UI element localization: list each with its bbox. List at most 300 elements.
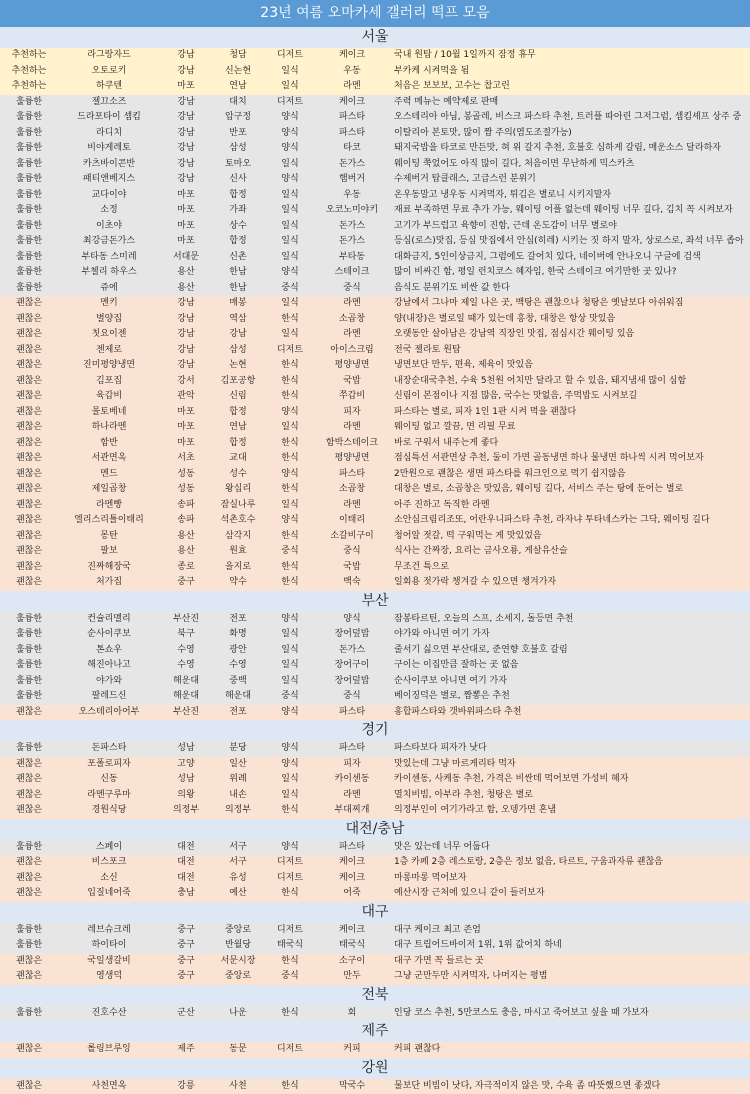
- table-row: [0, 172, 750, 188]
- table-row: [0, 498, 750, 514]
- rating-cell: 훌륭한: [0, 157, 58, 173]
- city-cell: 마포: [160, 219, 212, 235]
- rating-cell: 훌륭한: [0, 172, 58, 188]
- district-cell: 원효: [212, 544, 264, 560]
- note-cell: 웨이팅 쭉었어도 아직 많이 길다, 처음이면 무난하게 믹스카츠: [388, 157, 750, 173]
- menu-cell: 이태리: [316, 513, 388, 529]
- city-cell: 마포: [160, 203, 212, 219]
- note-cell: 점심특선 서관면상 추천, 둘이 가면 골동냉면 하나 물냉면 하나씩 시켜 먹어보자: [388, 451, 750, 467]
- rating-cell: 괜찮은: [0, 389, 58, 405]
- rating-cell: 괜찮은: [0, 1042, 58, 1058]
- category-cell: 한식: [264, 482, 316, 498]
- menu-cell: 평양냉면: [316, 451, 388, 467]
- table-row: [0, 141, 750, 157]
- note-cell: 강남에서 그나마 제일 나은 곳, 백탕은 괜찮으나 청탕은 옛날보다 아쉬워짐: [388, 296, 750, 312]
- city-cell: 강남: [160, 110, 212, 126]
- note-cell: 파스타는 별로, 피자 1인 1판 시켜 먹을 괜찮다: [388, 405, 750, 421]
- note-cell: 재료 부족하면 무료 추가 가능, 웨이팅 어플 없는데 웨이팅 너무 길다, 김치 꼭 시켜보자: [388, 203, 750, 219]
- table-row: [0, 327, 750, 343]
- table-row: [0, 405, 750, 421]
- table-row: [0, 772, 750, 788]
- note-cell: 카이센동, 사케동 추천, 가격은 비싼데 먹어보면 가성비 혜자: [388, 772, 750, 788]
- page-title: 23년 여름 오마카세 갤러리 떡프 모음: [0, 0, 750, 27]
- district-cell: 한남: [212, 281, 264, 297]
- city-cell: 종로: [160, 560, 212, 576]
- name-cell: 이초야: [58, 219, 160, 235]
- note-cell: 야가와 아니면 여기 가자: [388, 627, 750, 643]
- menu-cell: 파스타: [316, 467, 388, 483]
- district-cell: 합정: [212, 436, 264, 452]
- note-cell: 의정부인이 여기가라고 함, 오뎅가면 혼냄: [388, 803, 750, 819]
- name-cell: 몽탄: [58, 529, 160, 545]
- name-cell: 패티앤베지스: [58, 172, 160, 188]
- rating-cell: 괜찮은: [0, 327, 58, 343]
- table-row: [0, 482, 750, 498]
- table-row: [0, 436, 750, 452]
- rating-cell: 괜찮은: [0, 358, 58, 374]
- note-cell: 내장순대국추천, 수육 5천원 어치만 달라고 할 수 있음, 돼지냄새 많이 심함: [388, 374, 750, 390]
- rating-cell: 훌륭한: [0, 203, 58, 219]
- name-cell: 드라포타이 셈킴: [58, 110, 160, 126]
- rating-cell: 괜찮은: [0, 954, 58, 970]
- name-cell: 몰토베네: [58, 405, 160, 421]
- table-row: [0, 803, 750, 819]
- rating-cell: 괜찮은: [0, 1079, 58, 1094]
- rating-cell: 훌륭한: [0, 741, 58, 757]
- district-cell: 을지로: [212, 560, 264, 576]
- note-cell: 구이는 이집만큼 잘하는 곳 없음: [388, 658, 750, 674]
- city-cell: 군산: [160, 1006, 212, 1022]
- district-cell: 역삼: [212, 312, 264, 328]
- name-cell: 야가와: [58, 674, 160, 690]
- rating-cell: 괜찮은: [0, 498, 58, 514]
- note-cell: 소안심크림리조또, 어란우니파스타 추천, 라자냐 투타네스카는 그닥, 웨이팅 길다: [388, 513, 750, 529]
- menu-cell: 케이크: [316, 48, 388, 64]
- table-row: [0, 374, 750, 390]
- district-cell: 연남: [212, 79, 264, 95]
- table-row: [0, 312, 750, 328]
- name-cell: 오토로키: [58, 64, 160, 80]
- name-cell: 진미평양냉면: [58, 358, 160, 374]
- district-cell: 신림: [212, 389, 264, 405]
- table-row: [0, 265, 750, 281]
- table-row: [0, 529, 750, 545]
- name-cell: 소정: [58, 203, 160, 219]
- city-cell: 고양: [160, 757, 212, 773]
- note-cell: 베이징덕은 별로, 짬뽕은 추천: [388, 689, 750, 705]
- city-cell: 용산: [160, 544, 212, 560]
- category-cell: 양식: [264, 110, 316, 126]
- category-cell: 일식: [264, 234, 316, 250]
- district-cell: 예산: [212, 886, 264, 902]
- table-row: [0, 544, 750, 560]
- menu-cell: 라멘: [316, 327, 388, 343]
- district-cell: 중앙로: [212, 969, 264, 985]
- category-cell: 일식: [264, 658, 316, 674]
- name-cell: 부첼리 하우스: [58, 265, 160, 281]
- menu-cell: 파스타: [316, 126, 388, 142]
- name-cell: 함반: [58, 436, 160, 452]
- note-cell: 식사는 간짜장, 요리는 금사오룡, 게살유산슬: [388, 544, 750, 560]
- menu-cell: 파스타: [316, 110, 388, 126]
- city-cell: 용산: [160, 529, 212, 545]
- menu-cell: 케이크: [316, 855, 388, 871]
- name-cell: 팔보: [58, 544, 160, 560]
- name-cell: 육갑비: [58, 389, 160, 405]
- name-cell: 비스포크: [58, 855, 160, 871]
- city-cell: 성남: [160, 772, 212, 788]
- rating-cell: 추천하는: [0, 48, 58, 64]
- menu-cell: 쭈갑비: [316, 389, 388, 405]
- category-cell: 태국식: [264, 938, 316, 954]
- menu-cell: 라멘: [316, 498, 388, 514]
- menu-cell: 카이센동: [316, 772, 388, 788]
- table-row: [0, 219, 750, 235]
- city-cell: 해운대: [160, 689, 212, 705]
- category-cell: 한식: [264, 803, 316, 819]
- city-cell: 용산: [160, 265, 212, 281]
- note-cell: 1층 카페 2층 레스토랑, 2층은 정보 없음, 타르트, 구움과자류 괜찮음: [388, 855, 750, 871]
- table-row: [0, 64, 750, 80]
- rating-cell: 훌륭한: [0, 219, 58, 235]
- note-cell: 양(내장)은 별로일 때가 있는데 흥창, 대창은 항상 맛있음: [388, 312, 750, 328]
- name-cell: 하나라멘: [58, 420, 160, 436]
- category-cell: 일식: [264, 188, 316, 204]
- city-cell: 강남: [160, 296, 212, 312]
- city-cell: 강남: [160, 141, 212, 157]
- name-cell: 순사이쿠보: [58, 627, 160, 643]
- category-cell: 디저트: [264, 855, 316, 871]
- menu-cell: 양식: [316, 612, 388, 628]
- district-cell: 삼각지: [212, 529, 264, 545]
- district-cell: 약수: [212, 575, 264, 591]
- menu-cell: 소곱창: [316, 482, 388, 498]
- menu-cell: 돈가스: [316, 157, 388, 173]
- table-row: [0, 741, 750, 757]
- city-cell: 성남: [160, 741, 212, 757]
- district-cell: 삼성: [212, 343, 264, 359]
- note-cell: 일회용 젓가락 챙겨갈 수 있으면 챙겨가자: [388, 575, 750, 591]
- table-row: [0, 954, 750, 970]
- name-cell: 입질네어죽: [58, 886, 160, 902]
- menu-cell: 케이크: [316, 871, 388, 887]
- table-row: [0, 451, 750, 467]
- menu-cell: 소구이: [316, 954, 388, 970]
- category-cell: 일식: [264, 643, 316, 659]
- table-row: [0, 188, 750, 204]
- note-cell: 많이 비싸긴 함, 평일 런치코스 혜자임, 한국 스테이크 여기만한 곳 있나?: [388, 265, 750, 281]
- menu-cell: 커피: [316, 1042, 388, 1058]
- category-cell: 일식: [264, 772, 316, 788]
- name-cell: 서관면옥: [58, 451, 160, 467]
- note-cell: 줄서기 싫으면 부산대로, 준연향 호불호 갈림: [388, 643, 750, 659]
- rating-cell: 괜찮은: [0, 871, 58, 887]
- table-row: [0, 705, 750, 721]
- category-cell: 양식: [264, 741, 316, 757]
- district-cell: 삼성: [212, 141, 264, 157]
- rating-cell: 훌륭한: [0, 141, 58, 157]
- menu-cell: 함박스테이크: [316, 436, 388, 452]
- table-row: [0, 79, 750, 95]
- district-cell: 중앙로: [212, 923, 264, 939]
- name-cell: 멘키: [58, 296, 160, 312]
- district-cell: 동문: [212, 1042, 264, 1058]
- section-header: 부산: [0, 591, 750, 612]
- rating-cell: 괜찮은: [0, 482, 58, 498]
- city-cell: 강남: [160, 48, 212, 64]
- table-row: [0, 627, 750, 643]
- sections-container: [0, 27, 750, 1094]
- name-cell: 젤끄소즈: [58, 95, 160, 111]
- district-cell: 석촌호수: [212, 513, 264, 529]
- rating-cell: 괜찮은: [0, 451, 58, 467]
- menu-cell: 피자: [316, 405, 388, 421]
- table-row: [0, 855, 750, 871]
- menu-cell: 태국식: [316, 938, 388, 954]
- category-cell: 일식: [264, 327, 316, 343]
- category-cell: 한식: [264, 575, 316, 591]
- section-header: 경기: [0, 720, 750, 741]
- district-cell: 상수: [212, 219, 264, 235]
- district-cell: 합정: [212, 405, 264, 421]
- name-cell: 진호수산: [58, 1006, 160, 1022]
- rating-cell: 훌륭한: [0, 938, 58, 954]
- name-cell: 교다이야: [58, 188, 160, 204]
- rating-cell: 훌륭한: [0, 110, 58, 126]
- category-cell: 양식: [264, 126, 316, 142]
- name-cell: 라멘구루마: [58, 788, 160, 804]
- category-cell: 일식: [264, 79, 316, 95]
- table-row: [0, 234, 750, 250]
- note-cell: 파스타보다 피자가 낫다: [388, 741, 750, 757]
- menu-cell: 돈가스: [316, 234, 388, 250]
- name-cell: 소신: [58, 871, 160, 887]
- name-cell: 라멘빵: [58, 498, 160, 514]
- menu-cell: 우동: [316, 188, 388, 204]
- menu-cell: 오코노미야키: [316, 203, 388, 219]
- menu-cell: 아이스크림: [316, 343, 388, 359]
- category-cell: 한식: [264, 389, 316, 405]
- rating-cell: 훌륭한: [0, 643, 58, 659]
- city-cell: 강남: [160, 343, 212, 359]
- name-cell: 진짜해장국: [58, 560, 160, 576]
- note-cell: 부카케 시켜먹을 됨: [388, 64, 750, 80]
- name-cell: 비야게레토: [58, 141, 160, 157]
- table-row: [0, 643, 750, 659]
- name-cell: 국일생갈비: [58, 954, 160, 970]
- category-cell: 디저트: [264, 1042, 316, 1058]
- table-row: [0, 612, 750, 628]
- table-row: [0, 788, 750, 804]
- name-cell: 해진아나고: [58, 658, 160, 674]
- table-row: [0, 575, 750, 591]
- category-cell: 일식: [264, 627, 316, 643]
- category-cell: 일식: [264, 64, 316, 80]
- menu-cell: 돈가스: [316, 219, 388, 235]
- category-cell: 중식: [264, 544, 316, 560]
- name-cell: 별양집: [58, 312, 160, 328]
- city-cell: 강남: [160, 358, 212, 374]
- table-row: [0, 48, 750, 64]
- category-cell: 양식: [264, 265, 316, 281]
- menu-cell: 부대찌개: [316, 803, 388, 819]
- name-cell: 신동: [58, 772, 160, 788]
- note-cell: 맛은 있는데 너무 어둡다: [388, 840, 750, 856]
- district-cell: 위례: [212, 772, 264, 788]
- menu-cell: 돈가스: [316, 643, 388, 659]
- name-cell: 카츠바이콘반: [58, 157, 160, 173]
- name-cell: 경원식당: [58, 803, 160, 819]
- city-cell: 마포: [160, 420, 212, 436]
- table-row: [0, 871, 750, 887]
- note-cell: 아주 진하고 독직한 라멘: [388, 498, 750, 514]
- category-cell: 양식: [264, 141, 316, 157]
- district-cell: 합정: [212, 188, 264, 204]
- table-row: [0, 95, 750, 111]
- category-cell: 한식: [264, 1006, 316, 1022]
- name-cell: 부타동 스미레: [58, 250, 160, 266]
- menu-cell: 백숙: [316, 575, 388, 591]
- table-row: [0, 689, 750, 705]
- rating-cell: 훌륭한: [0, 234, 58, 250]
- city-cell: 의정부: [160, 803, 212, 819]
- menu-cell: 국밥: [316, 374, 388, 390]
- rating-cell: 괜찮은: [0, 513, 58, 529]
- district-cell: 신사: [212, 172, 264, 188]
- rating-cell: 훌륭한: [0, 840, 58, 856]
- rating-cell: 괜찮은: [0, 467, 58, 483]
- city-cell: 성동: [160, 482, 212, 498]
- menu-cell: 소곱창: [316, 312, 388, 328]
- district-cell: 합정: [212, 234, 264, 250]
- section-header: 대구: [0, 902, 750, 923]
- table-row: [0, 420, 750, 436]
- rating-cell: 훌륭한: [0, 188, 58, 204]
- name-cell: 멘드: [58, 467, 160, 483]
- menu-cell: 중식: [316, 281, 388, 297]
- rating-cell: 괜찮은: [0, 405, 58, 421]
- note-cell: 멸치비빔, 아부라 추천, 청탕은 별로: [388, 788, 750, 804]
- name-cell: 팔레드신: [58, 689, 160, 705]
- rating-cell: 괜찮은: [0, 296, 58, 312]
- name-cell: 젠제로: [58, 343, 160, 359]
- table-row: [0, 560, 750, 576]
- city-cell: 중구: [160, 969, 212, 985]
- district-cell: 일산: [212, 757, 264, 773]
- table-row: [0, 358, 750, 374]
- category-cell: 일식: [264, 296, 316, 312]
- category-cell: 일식: [264, 219, 316, 235]
- table-row: [0, 250, 750, 266]
- menu-cell: 파스타: [316, 840, 388, 856]
- district-cell: 서구: [212, 840, 264, 856]
- city-cell: 마포: [160, 436, 212, 452]
- note-cell: 온우동말고 냉우동 시켜먹자, 튀김은 별로니 시키지말자: [388, 188, 750, 204]
- note-cell: 돼지국밥을 타코로 만든맛, 혀 위 갈지 추천, 호불호 심하게 갈림, 매운소스 달라하자: [388, 141, 750, 157]
- category-cell: 한식: [264, 886, 316, 902]
- city-cell: 강남: [160, 64, 212, 80]
- district-cell: 전포: [212, 612, 264, 628]
- name-cell: 사천면옥: [58, 1079, 160, 1094]
- city-cell: 중구: [160, 938, 212, 954]
- rating-cell: 괜찮은: [0, 757, 58, 773]
- city-cell: 강남: [160, 312, 212, 328]
- city-cell: 마포: [160, 79, 212, 95]
- section-header: 강원: [0, 1058, 750, 1079]
- city-cell: 수영: [160, 643, 212, 659]
- name-cell: 최강금돈가스: [58, 234, 160, 250]
- city-cell: 마포: [160, 405, 212, 421]
- note-cell: 고기가 부드럽고 육향이 진함, 근데 온도감이 너무 별로야: [388, 219, 750, 235]
- category-cell: 한식: [264, 358, 316, 374]
- menu-cell: 라멘: [316, 296, 388, 312]
- note-cell: 순사이쿠보 아니면 여기 가자: [388, 674, 750, 690]
- district-cell: 유성: [212, 871, 264, 887]
- category-cell: 중식: [264, 969, 316, 985]
- rating-cell: 괜찮은: [0, 420, 58, 436]
- menu-cell: 스테이크: [316, 265, 388, 281]
- category-cell: 일식: [264, 420, 316, 436]
- city-cell: 대전: [160, 855, 212, 871]
- menu-cell: 평양냉면: [316, 358, 388, 374]
- district-cell: 내손: [212, 788, 264, 804]
- table-row: [0, 840, 750, 856]
- city-cell: 대전: [160, 871, 212, 887]
- note-cell: 대구 트립어드바이저 1위, 1위 값어치 하네: [388, 938, 750, 954]
- district-cell: 신논현: [212, 64, 264, 80]
- table-row: [0, 969, 750, 985]
- category-cell: 양식: [264, 612, 316, 628]
- district-cell: 서구: [212, 855, 264, 871]
- category-cell: 한식: [264, 312, 316, 328]
- district-cell: 전포: [212, 705, 264, 721]
- district-cell: 잠실나루: [212, 498, 264, 514]
- rating-cell: 괜찮은: [0, 436, 58, 452]
- rating-cell: 훌륭한: [0, 1006, 58, 1022]
- menu-cell: 케이크: [316, 923, 388, 939]
- table-row: [0, 674, 750, 690]
- category-cell: 일식: [264, 250, 316, 266]
- rating-cell: 괜찮은: [0, 886, 58, 902]
- district-cell: 사천: [212, 1079, 264, 1094]
- note-cell: 전국 젤라토 원탑: [388, 343, 750, 359]
- city-cell: 송파: [160, 513, 212, 529]
- city-cell: 강릉: [160, 1079, 212, 1094]
- name-cell: 칫요이젠: [58, 327, 160, 343]
- category-cell: 디저트: [264, 923, 316, 939]
- section-header: 제주: [0, 1021, 750, 1042]
- menu-cell: 부타동: [316, 250, 388, 266]
- name-cell: 제일곱창: [58, 482, 160, 498]
- table-row: [0, 389, 750, 405]
- category-cell: 한식: [264, 1079, 316, 1094]
- note-cell: 대화금지, 5인이상금지, 그럼에도 갈어치 있다, 네이버에 안나오니 구글에 검색: [388, 250, 750, 266]
- district-cell: 분당: [212, 741, 264, 757]
- rating-cell: 훌륭한: [0, 689, 58, 705]
- note-cell: 물보단 비빔이 낫다, 자극적이지 않은 맛, 수육 좀 따뜻했으면 좋겠다: [388, 1079, 750, 1094]
- section-header: 전북: [0, 985, 750, 1006]
- city-cell: 강남: [160, 327, 212, 343]
- district-cell: 중백: [212, 674, 264, 690]
- table-row: [0, 886, 750, 902]
- rating-cell: 괜찮은: [0, 969, 58, 985]
- category-cell: 한식: [264, 451, 316, 467]
- table-row: [0, 203, 750, 219]
- category-cell: 양식: [264, 757, 316, 773]
- note-cell: 신림이 본점이나 지점 많음, 국수는 맛없음, 주먹밥도 시켜보길: [388, 389, 750, 405]
- table-row: [0, 467, 750, 483]
- rating-cell: 훌륭한: [0, 923, 58, 939]
